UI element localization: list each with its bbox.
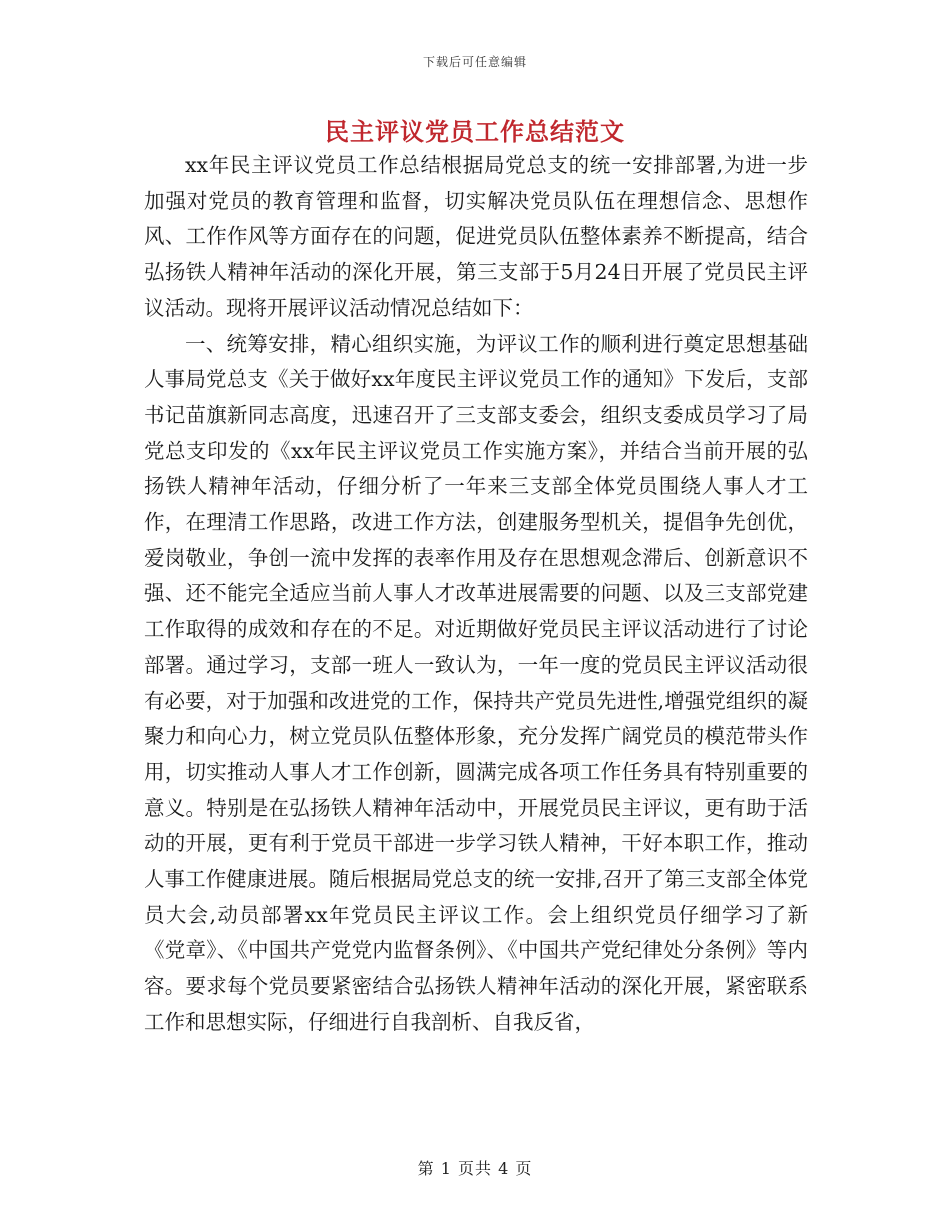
document-body — [144, 148, 808, 1041]
header-note: 下载后可任意编辑 — [422, 55, 527, 69]
document-title: 民主评议党员工作总结范文 — [325, 117, 625, 146]
paragraph-1: xx年民主评议党员工作总结根据局党总支的统一安排部署,为进一步加强对党员的教育管理和监督，切实解决党员队伍在理想信念、思想作风、工作作风等方面存在的问题，促进党员队伍整体素养不断提高，结合弘扬铁人精神年活动的深化开展，第三支部于5月24日开展了党员民主评议活动。现将开展评议活动情况总结如下： — [144, 153, 808, 320]
page-number: 第 1 页共 4 页 — [417, 1159, 533, 1178]
paragraph-2: 一、统筹安排，精心组织实施，为评议工作的顺利进行奠定思想基础人事局党总支《关于做好xx年度民主评议党员工作的通知》下发后，支部书记苗旗新同志高度，迅速召开了三支部支委会，组织支委成员学习了局党总支印发的《xx年民主评议党员工作实施方案》，并结合当前开展的弘扬铁人精神年活动，仔细分析了一年来三支部全体党员围绕人事人才工作，在理清工作思路，改进工作方法，创建服务型机关，提倡争先创优，爱岗敬业，争创一流中发挥的表率作用及存在思想观念滞后、创新意识不强、还不能完全适应当前人事人才改革进展需要的问题、以及三支部党建工作取得的成效和存在的不足。对近期做好党员民主评议活动进行了讨论部署。通过学习，支部一班人一致认为，一年一度的党员民主评议活动很有必要，对于加强和改进党的工作，保持共产党员先进性,增强党组织的凝聚力和向心力，树立党员队伍整体形象，充分发挥广阔党员的模范带头作用，切实推动人事人才工作创新，圆满完成各项工作任务具有特别重要的意义。特别是在弘扬铁人精神年活动中，开展党员民主评议，更有助于活动的开展，更有利于党员干部进一步学习铁人精神，干好本职工作，推动人事工作健康进展。随后根据局党总支的统一安排,召开了第三支部全体党员大会,动员部署xx年党员民主评议工作。会上组织党员仔细学习了新《党章》、《中国共产党党内监督条例》、《中国共产党纪律处分条例》等内容。要求每个党员要紧密结合弘扬铁人精神年活动的深化开展，紧密联系工作和思想实际，仔细进行自我剖析、自我反省， — [144, 331, 808, 1034]
